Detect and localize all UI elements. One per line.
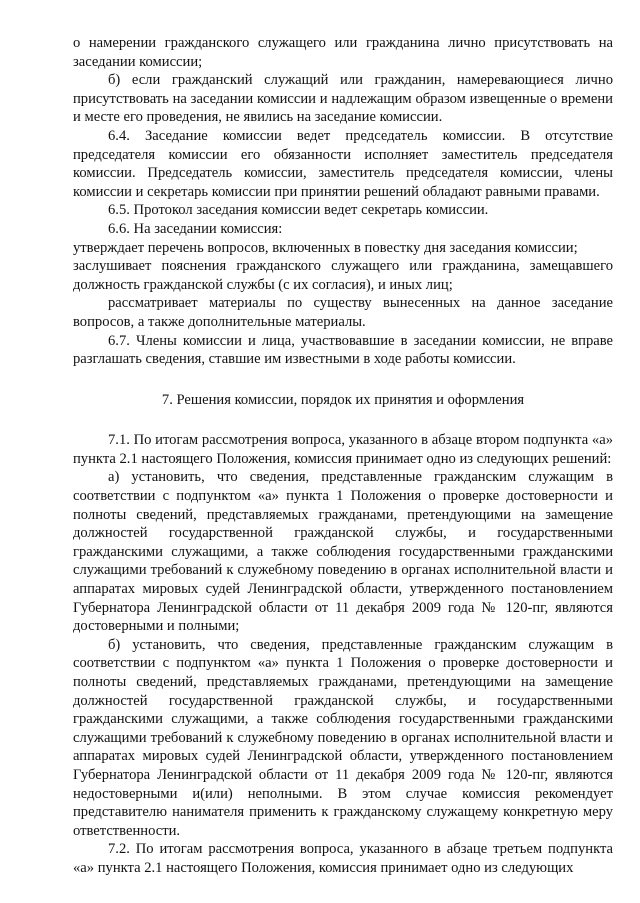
paragraph-6-6-item-3: рассматривает материалы по существу вынесенных на данное заседание вопросов, а также дополнительные материалы. bbox=[73, 295, 613, 330]
paragraph-7-2: 7.2. По итогам рассмотрения вопроса, указанного в абзаце третьем подпункта «а» пункта 2.1 настоящего Положения, комиссия принимает одно из следующих bbox=[73, 841, 613, 876]
paragraph-6-3-b: б) если гражданский служащий или гражданин, намеревающиеся лично присутствовать на заседании комиссии и надлежащим образом извещенные о времени и месте его проведения, не явились на заседание комиссии. bbox=[73, 72, 613, 126]
paragraph-6-6-item-2: заслушивает пояснения гражданского служащего или гражданина, замещавшего должность гражданской службы (с их согласия), и иных лиц; bbox=[73, 258, 613, 293]
paragraph-6-6-item-1: утверждает перечень вопросов, включенных в повестку дня заседания комиссии; bbox=[73, 239, 578, 256]
paragraph-6-6: 6.6. На заседании комиссия: bbox=[108, 220, 283, 237]
section-heading-7: 7. Решения комиссии, порядок их принятия и оформления bbox=[161, 391, 525, 408]
paragraph-7-1-b: б) установить, что сведения, представленные гражданским служащим в соответствии с подпунктом «а» пункта 1 Положения о проверке достоверности и полноты сведений, представляемых гражданами, претендующими на замещение должностей государственной гражданской службы, и государственными гражданскими служащими, а также соблюдения государственными гражданскими служащими требований к служебному поведению в органах исполнительной власти и аппаратах мировых судей Ленинградской области, утвержденного постановлением Губернатора Ленинградской области от 11 декабря 2009 года № 120-пг, являются недостоверными и(или) неполными. В этом случае комиссия рекомендует представителю нанимателя применить к гражданскому служащему конкретную меру ответственности. bbox=[73, 636, 613, 839]
paragraph-6-5: 6.5. Протокол заседания комиссии ведет секретарь комиссии. bbox=[108, 202, 489, 219]
paragraph-6-4: 6.4. Заседание комиссии ведет председатель комиссии. В отсутствие председателя комиссии его обязанности исполняет заместитель председателя комиссии. Председатель комиссии, заместитель председателя комиссии, члены комиссии и секретарь комиссии при принятии решений обладают равными правами. bbox=[73, 127, 613, 200]
document-body bbox=[73, 34, 613, 878]
paragraph-7-1: 7.1. По итогам рассмотрения вопроса, указанного в абзаце втором подпункта «а» пункта 2.1 настоящего Положения, комиссия принимает одно из следующих решений: bbox=[73, 432, 613, 467]
paragraph-7-1-a: а) установить, что сведения, представленные гражданским служащим в соответствии с подпунктом «а» пункта 1 Положения о проверке достоверности и полноты сведений, представляемых гражданами, претендующими на замещение должностей государственной гражданской службы, и государственными гражданскими служащими, а также соблюдения государственными гражданскими служащими требований к служебному поведению в органах исполнительной власти и аппаратах мировых судей Ленинградской области, утвержденного постановлением Губернатора Ленинградской области от 11 декабря 2009 года № 120-пг, являются достоверными и полными; bbox=[73, 469, 613, 635]
paragraph-6-7: 6.7. Члены комиссии и лица, участвовавшие в заседании комиссии, не вправе разглашать сведения, ставшие им известными в ходе работы комиссии. bbox=[73, 332, 613, 368]
paragraph-continuation: о намерении гражданского служащего или гражданина лично присутствовать на заседании комиссии; bbox=[73, 35, 613, 70]
